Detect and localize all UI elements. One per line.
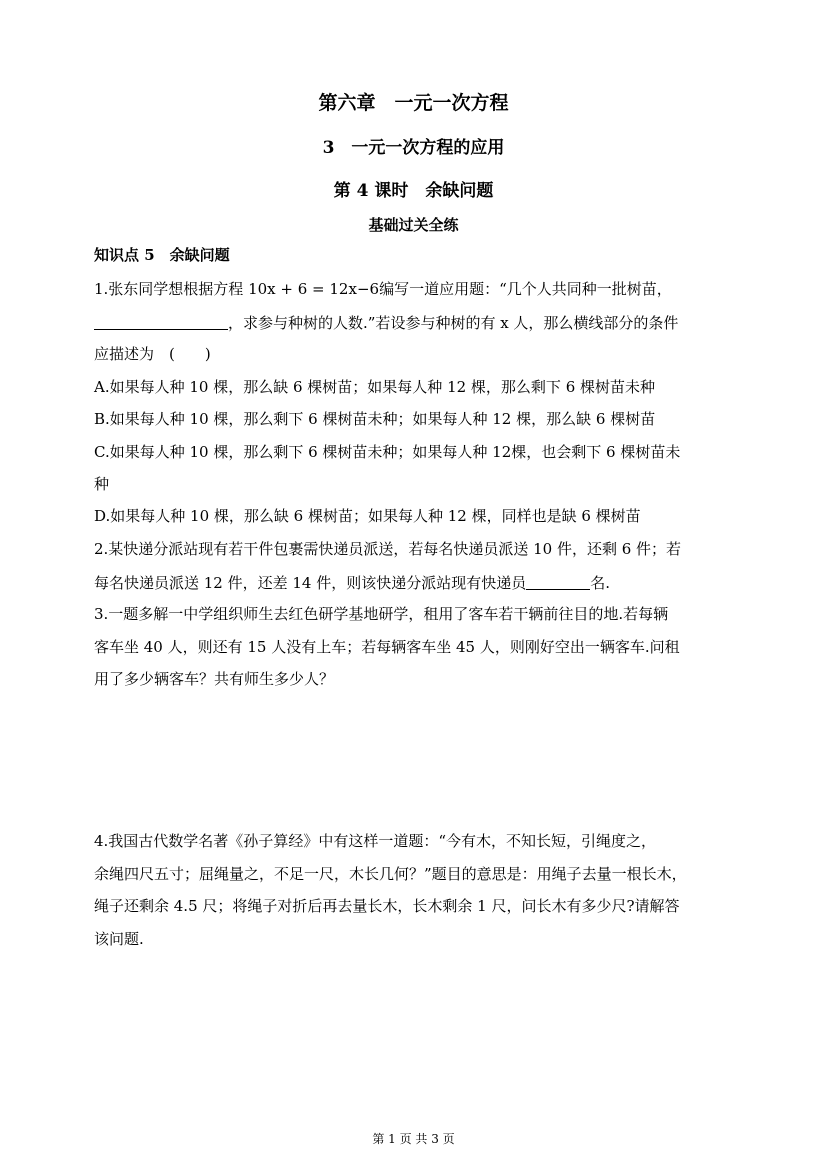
q2-line2: [94, 575, 610, 591]
q3-line3: 用了多少辆客车？共有师生多少人？: [94, 670, 335, 688]
q3-line1: 3.一题多解一中学组织师生去红色研学基地研学，租用了客车若干辆前往目的地.若每辆: [94, 605, 669, 623]
chapter-title: 第六章 一元一次方程: [318, 92, 509, 114]
page-footer: 第 1 页 共 3 页: [372, 1132, 455, 1146]
q1-line2-rest: ，求参与种树的人数.”若设参与种树的有 x 人，那么横线部分的条件: [228, 314, 679, 332]
q2-answer-blank: [526, 575, 590, 590]
q1-suffix: 编写一道应用题：“几个人共同种一批树苗，: [379, 280, 672, 298]
q1-option-a: A.如果每人种 10 棵，那么缺 6 棵树苗；如果每人种 12 棵，那么剩下 6 棵树苗未种: [94, 378, 656, 396]
exercise-subtitle: 基础过关全练: [368, 216, 459, 234]
q1-option-d: D.如果每人种 10 棵，那么缺 6 棵树苗；如果每人种 12 棵，同样也是缺 6 棵树苗: [94, 507, 641, 525]
q4-line2: 余绳四尺五寸；屈绳量之，不足一尺，木长几何？”题目的意思是：用绳子去量一根长木，: [94, 865, 687, 883]
q1-option-b: B.如果每人种 10 棵，那么剩下 6 棵树苗未种；如果每人种 12 棵，那么缺 6 棵树苗: [94, 410, 656, 428]
q2-line2-before: 每名快递员派送 12 件，还差 14 件，则该快递分派站现有快递员: [94, 574, 527, 592]
lesson-title: 第 4 课时 余缺问题: [333, 181, 494, 201]
q1-line3: 应描述为 ( ): [94, 345, 211, 363]
section-title: 3 一元一次方程的应用: [322, 138, 505, 158]
q1-option-c: C.如果每人种 10 棵，那么剩下 6 棵树苗未种；如果每人种 12棵，也会剩下 6 棵树苗未: [94, 443, 681, 461]
q2-line2-after: 名.: [590, 574, 611, 592]
knowledge-point-heading: 知识点 5 余缺问题: [94, 246, 230, 264]
q4-line4: 该问题.: [94, 930, 144, 948]
q1-answer-blank: [94, 315, 228, 330]
q1-line1: [94, 282, 672, 297]
q1-prefix: 1.张东同学想根据方程: [94, 280, 249, 298]
q1-line2: [94, 315, 678, 331]
q2-line1: 2.某快递分派站现有若干件包裹需快递员派送，若每名快递员派送 10 件，还剩 6 件；若: [94, 540, 682, 558]
q1-option-c-cont: 种: [94, 475, 110, 493]
q1-equation: 10x + 6 = 12x−6: [248, 280, 380, 298]
q3-line2: 客车坐 40 人，则还有 15 人没有上车；若每辆客车坐 45 人，则刚好空出一辆客车.问租: [94, 638, 680, 656]
q4-line3: 绳子还剩余 4.5 尺；将绳子对折后再去量长木，长木剩余 1 尺，问长木有多少尺?请解答: [94, 897, 680, 915]
q4-line1: 4.我国古代数学名著《孙子算经》中有这样一道题：“今有木，不知长短，引绳度之，: [94, 832, 656, 850]
